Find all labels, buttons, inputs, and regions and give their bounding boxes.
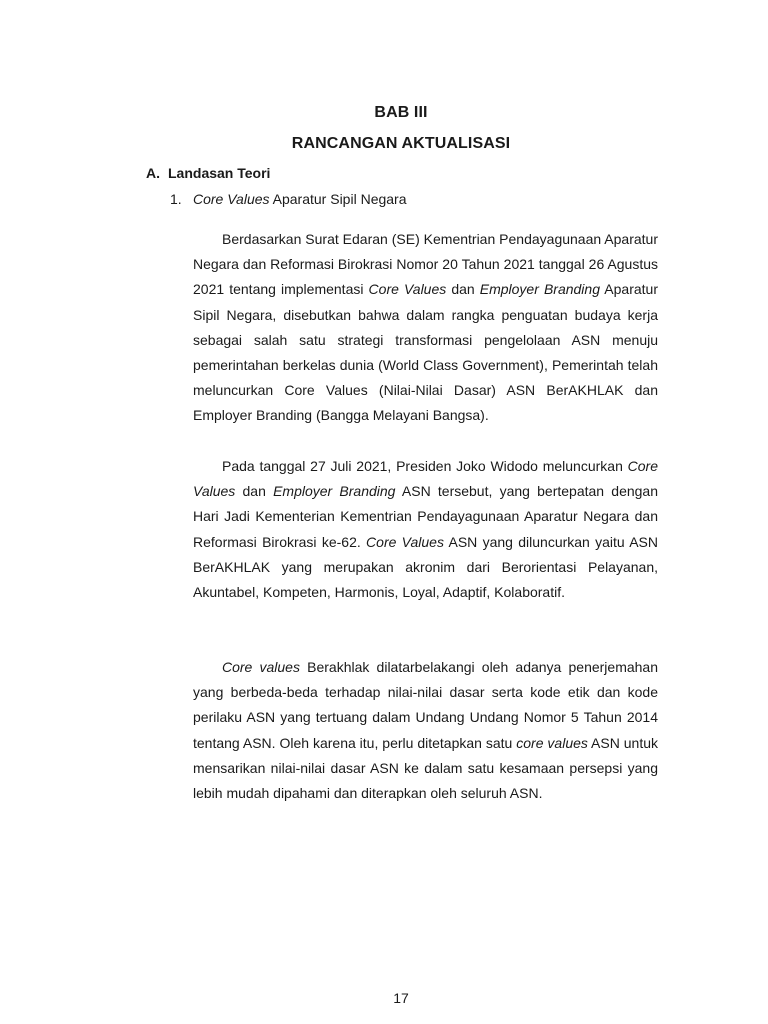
page-number: 17: [393, 990, 409, 1006]
p2-run-0: Pada tanggal 27 Juli 2021, Presiden Joko Widodo meluncurkan: [222, 458, 628, 474]
p2-run-3: Employer Branding: [273, 483, 396, 500]
paragraph-3: [193, 655, 658, 806]
p3-run-2: core values: [516, 734, 588, 751]
p1-run-4: Aparatur Sipil Negara, disebutkan bahwa dalam rangka penguatan budaya kerja sebagai salah satu strategi transformasi pengelolaan ASN menuju pemerintahan berkelas dunia (World Class Government), Pemerintah telah meluncurkan Core Values (Nilai-Nilai Dasar) ASN BerAKHLAK dan Employer Branding (Bangga Melayani Bangsa).: [193, 281, 658, 424]
subsection-title-rest: Aparatur Sipil Negara: [269, 191, 407, 207]
section-label: A.: [146, 165, 160, 181]
p1-run-1: Core Values: [368, 281, 447, 298]
p3-run-3: ASN untuk mensarikan nilai-nilai dasar ASN ke dalam satu kesamaan persepsi yang lebih mudah dipahami dan diterapkan oleh seluruh ASN.: [193, 734, 659, 802]
subsection-title-italic: Core Values: [193, 191, 270, 207]
paragraph-1: [193, 227, 658, 429]
paragraph-2: [193, 454, 658, 605]
p2-run-6: ASN yang diluncurkan yaitu ASN BerAKHLAK yang merupakan akronim dari Berorientasi Pelayanan, Akuntabel, Kompeten, Harmonis, Loyal, Adaptif, Kolaboratif.: [193, 533, 659, 601]
p2-run-1: Core Values: [193, 458, 658, 500]
p2-run-5: Core Values: [366, 533, 444, 550]
section-heading: [146, 165, 270, 181]
subsection-heading: [170, 191, 407, 207]
p2-run-2: dan: [235, 483, 274, 500]
p3-run-1: Berakhlak dilatarbelakangi oleh adanya penerjemahan yang berbeda-beda terhadap nilai-nilai dasar serta kode etik dan kode perilaku ASN yang tertuang dalam Undang Undang Nomor 5 Tahun 2014 tentang ASN. Oleh karena itu, perlu ditetapkan satu: [193, 659, 659, 751]
p3-run-0: Core values: [222, 659, 300, 675]
p1-run-2: dan: [446, 281, 480, 298]
p1-run-0: Berdasarkan Surat Edaran (SE) Kementrian Pendayagunaan Aparatur Negara dan Reformasi Birokrasi Nomor 20 Tahun 2021 tanggal 26 Agustus 2021 tentang implementasi: [193, 231, 658, 298]
p2-run-4: ASN tersebut, yang bertepatan dengan Hari Jadi Kementerian Kementrian Pendayagunaan Aparatur Negara dan Reformasi Birokrasi ke-62.: [193, 483, 659, 550]
p1-run-3: Employer Branding: [479, 281, 600, 298]
section-title: Landasan Teori: [168, 165, 271, 181]
chapter-heading: BAB III: [374, 104, 428, 121]
subsection-number: 1.: [170, 191, 182, 207]
chapter-title: RANCANGAN AKTUALISASI: [291, 135, 511, 152]
